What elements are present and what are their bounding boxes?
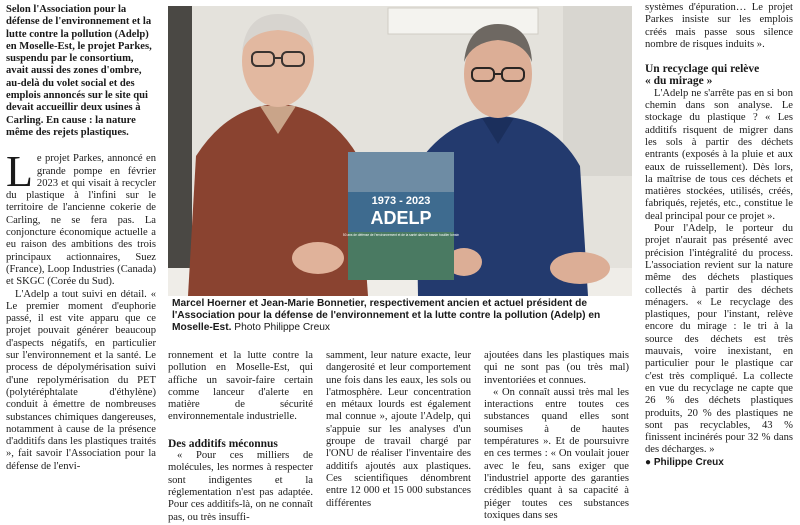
article-intro: Selon l'Association pour la défense de l'environnement et la lutte contre la pollution (Adelp) en Moselle-Est, le projet Parkes, suspendu par le consortium, avait aussi des zones d'ombre, au-delà du volet social et des emplois annoncés sur le site qui devait accueillir deux usines à Carling. En cause : la nature même des rejets plastiques.	[6, 4, 152, 138]
article-paragraph: samment, leur nature exacte, leur dangerosité et leur comportement une fois dans les eaux, les sols ou l'atmosphère. Leur concentration en métaux lourds est également mal connue », ajoute l'Adelp, qui s'appuie sur les analyses d'un groupe de travail chargé par l'ONU de réaliser l'inventaire des additifs ajoutés aux plastiques. Ces scientifiques dénombrent entre 12 000 et 15 000 substances différentes	[326, 350, 471, 509]
article-paragraph: L'Adelp a tout suivi en détail. « Le premier moment d'euphorie passé, il est vite apparu que ce projet pouvait générer beaucoup d'aspects négatifs, en particulier sur l'environnement et la santé. Le process de dépolymérisation suivi d'une repolymérisation du PET (polytéréphtalate d'éthylène) conduit à émettre de nombreuses substances chimiques dangereuses, notamment à cause de la présence d'additifs dans les plastiques traités », fait savoir l'Association pour la défense de l'envi-	[6, 288, 156, 472]
photo-illustration	[168, 6, 632, 296]
article-paragraph: ronnement et la lutte contre la pollution en Moselle-Est, qui affiche un savoir-faire certain comme lanceur d'alerte en matière de sécurité environnementale industrielle.	[168, 350, 313, 423]
article-signature: ● Philippe Creux	[645, 456, 724, 468]
book-subtitle: 50 ans de défense de l'environnement et de la santé dans le bassin houiller lorrain	[342, 233, 460, 237]
book-years: 1973 - 2023	[371, 195, 431, 207]
article-paragraph: Pour l'Adelp, le porteur du projet n'aurait pas présenté avec précision l'intégralité du process. L'association revient sur la nature même des déchets plastiques collectés à partir des déchets ménagers. « Le recyclage des plastiques, pour l'instant, relève encore du mirage : le tri à la source des déchets est très mauvais, voire inexistant, en particulier pour le plastique car c'est très compliqué. La collecte en vue du recyclage ne capte que 26 % des déchets plastiques produits, 20 % des plastiques ne sont pas recyclables, 43 % finissent incinérés pour 32 % dans des décharges. »	[645, 223, 793, 456]
article-photo	[168, 6, 632, 296]
photo-caption: Marcel Hoerner et Jean-Marie Bonnetier, respectivement ancien et actuel président de l'Association pour la défense de l'environnement et la lutte contre la pollution (Adelp) en Moselle-Est. Photo Philippe Creux	[172, 298, 601, 334]
drop-cap: L	[6, 147, 33, 197]
article-paragraph: L'Adelp ne s'arrête pas en si bon chemin dans son analyse. Le stockage du plastique ? « Les additifs risquent de migrer dans les sols à partir des déchets entrants (exposés à la pluie et aux eaux de ruissellement). Dès lors, la maîtrise de tous ces déchets et matières stockées, utilisés, créés, fabriqués, rejetés, etc., constitue le deal principal pour ce projet ».	[645, 87, 793, 222]
column-4	[484, 350, 629, 522]
column-5	[645, 2, 793, 469]
article-first-paragraph: Le projet Parkes, annoncé en grande pompe en février 2023 et qui visait à recycler du plastique à l'infini sur le territoire de l'ancienne cokerie de Carling, ne se fera pas. La conjoncture économique actuelle a eu raison des ambitions des trois principaux actionnaires, Suez (France), Loop Industries (Canada) et SKGC (Corée du Sud).	[6, 147, 156, 288]
column-3	[326, 350, 471, 510]
article-paragraph: « On connaît aussi très mal les interactions entre toutes ces substances quand elles sont soumises à de hautes températures ». Et de poursuivre en ces termes : « On voulait jouer avec le feu, sans exiger que l'industriel apporte des garanties crédibles quant à sa capacité à piéger toutes ces substances toxiques dans ses	[484, 386, 629, 521]
article-paragraph: « Pour ces milliers de molécules, les normes à respecter sont indigentes et la réglementation n'est pas adaptée. Pour ces additifs-là, on ne connaît pas, ou très insuffi-	[168, 450, 313, 523]
section-subhead: Un recyclage qui relève « du mirage »	[645, 63, 760, 88]
book-title: ADELP	[370, 208, 432, 228]
photo-credit: Photo Philippe Creux	[231, 322, 330, 334]
column-2	[168, 350, 313, 524]
column-1	[6, 4, 156, 473]
article-paragraph: ajoutées dans les plastiques mais qui ne sont pas (ou très mal) inventoriées et connues.	[484, 350, 629, 386]
section-subhead: Des additifs méconnus	[168, 437, 278, 450]
article-paragraph: systèmes d'épuration… Le projet Parkes insiste sur les emplois créés mais passe sous silence nombre de risques induits ».	[645, 2, 793, 50]
